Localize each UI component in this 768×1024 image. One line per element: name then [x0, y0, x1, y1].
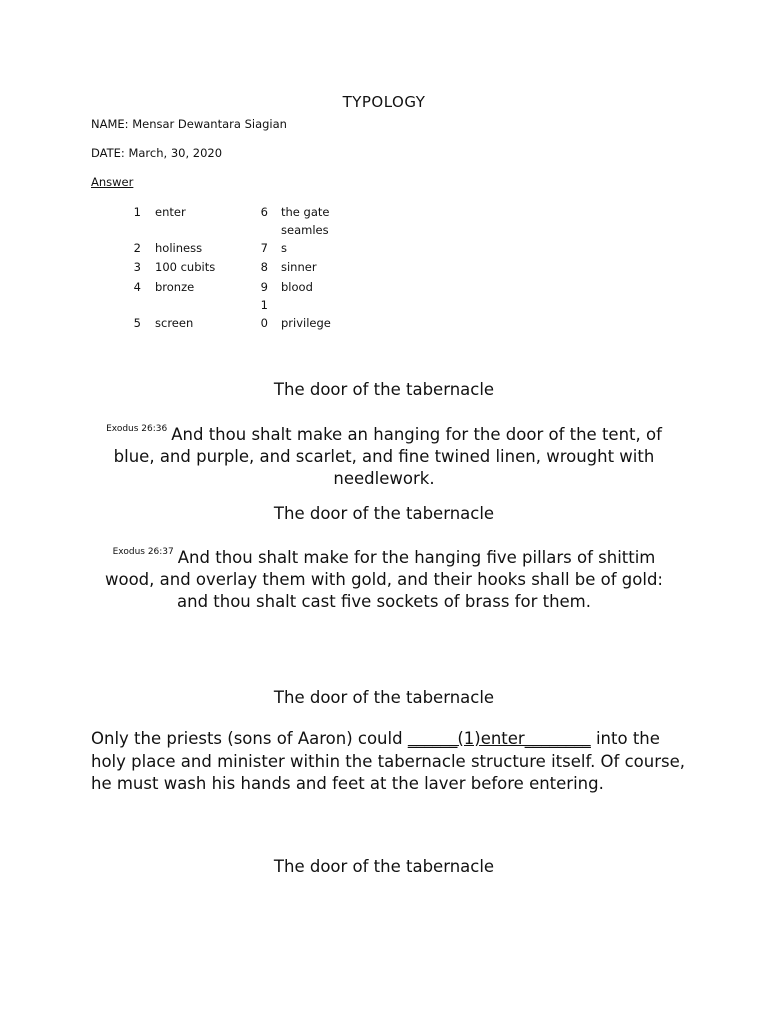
verse-exodus-26-36 — [92, 418, 676, 490]
date-value: March, 30, 2020 — [128, 146, 223, 160]
answer-number: 8 — [260, 260, 268, 274]
verse-reference: Exodus 26:36 — [106, 424, 168, 434]
name-label: NAME: — [91, 117, 129, 131]
answer-number: 1 — [260, 298, 268, 312]
verse-text: And thou shalt make for the hanging five pillars of shittim wood, and overlay them with gold, and their hooks shall be of gold: and thou shalt cast five sockets of brass for them. — [104, 548, 663, 611]
answer-number: 1 — [133, 205, 141, 219]
answer-label: Answer — [91, 175, 134, 189]
answer-number: 3 — [133, 260, 141, 274]
verse-text: And thou shalt make an hanging for the door of the tent, of blue, and purple, and scarlet, and fine twined linen, wrought with needlework. — [113, 425, 662, 488]
fill-in-paragraph — [91, 728, 691, 796]
answer-text: the gate — [281, 205, 330, 219]
answer-text: enter — [155, 205, 186, 219]
date-line — [91, 146, 222, 160]
section-heading: The door of the tabernacle — [273, 380, 495, 399]
answer-text: bronze — [155, 280, 195, 294]
answer-number: 6 — [260, 205, 268, 219]
answer-text: privilege — [281, 316, 331, 330]
date-label: DATE: — [91, 146, 125, 160]
answer-number: 2 — [133, 241, 141, 255]
paragraph-text-after: into the holy place and minister within the tabernacle structure itself. Of course, he must wash his hands and feet at the laver before entering. — [91, 729, 685, 793]
answer-text: sinner — [281, 260, 317, 274]
name-value: Mensar Dewantara Siagian — [132, 117, 287, 131]
section-heading: The door of the tabernacle — [273, 688, 495, 707]
answer-text: screen — [155, 316, 194, 330]
section-heading: The door of the tabernacle — [273, 504, 495, 523]
answer-text: 100 cubits — [155, 260, 216, 274]
answer-number: 0 — [260, 316, 268, 330]
verse-reference: Exodus 26:37 — [112, 547, 174, 557]
answer-number: 7 — [260, 241, 268, 255]
name-line — [91, 117, 287, 131]
paragraph-text-before: Only the priests (sons of Aaron) could — [91, 729, 408, 748]
section-heading: The door of the tabernacle — [273, 857, 495, 876]
answer-text: s — [281, 241, 287, 255]
answer-number: 4 — [133, 280, 141, 294]
answer-blank: ______(1)enter________ — [407, 729, 591, 748]
answer-text: seamles — [281, 223, 329, 237]
verse-exodus-26-37 — [92, 541, 676, 613]
answer-number: 9 — [260, 280, 268, 294]
answer-text: holiness — [155, 241, 203, 255]
answer-number: 5 — [133, 316, 141, 330]
document-title: TYPOLOGY — [342, 93, 426, 111]
answer-text: blood — [281, 280, 313, 294]
